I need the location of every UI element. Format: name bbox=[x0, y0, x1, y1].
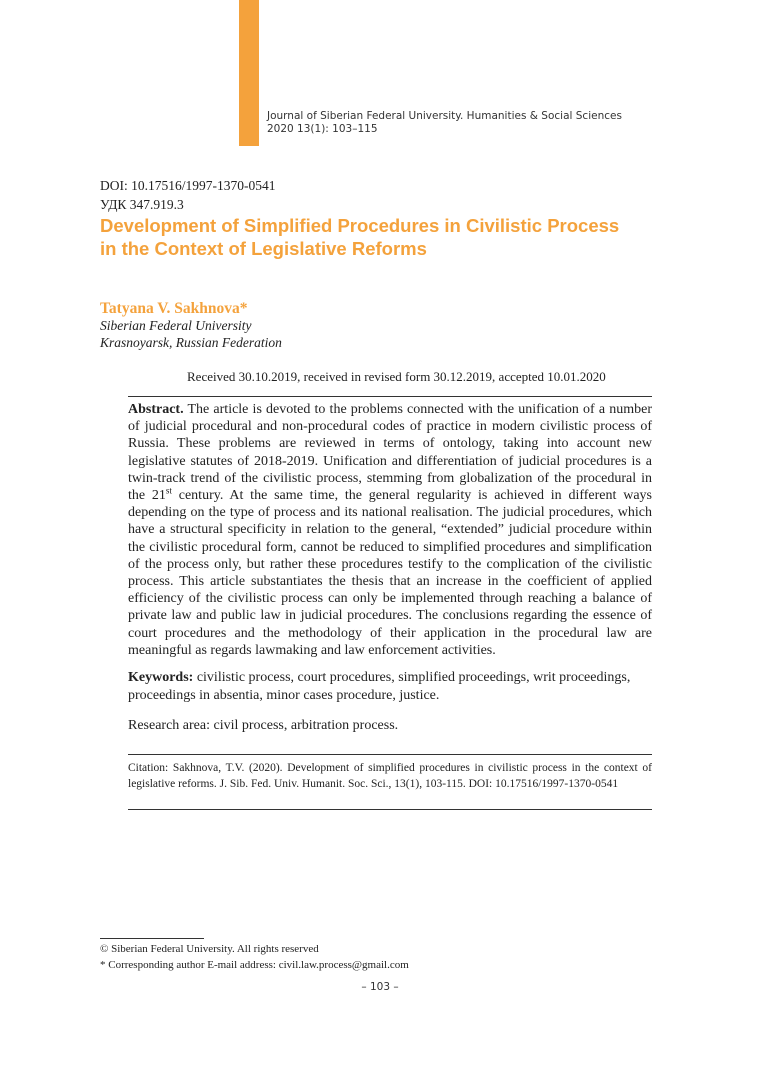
footnote-divider bbox=[100, 938, 204, 939]
abstract-label: Abstract. bbox=[128, 402, 184, 417]
accent-bar bbox=[239, 0, 259, 146]
journal-header bbox=[267, 110, 622, 136]
journal-name: Journal of Siberian Federal University. Humanities & Social Sciences bbox=[267, 110, 622, 122]
received-dates: Received 30.10.2019, received in revised form 30.12.2019, accepted 10.01.2020 bbox=[187, 369, 606, 384]
doi[interactable]: DOI: 10.17516/1997-1370-0541 bbox=[100, 178, 276, 193]
journal-issue: 2020 13(1): 103–115 bbox=[267, 123, 378, 135]
research-area: Research area: civil process, arbitration process. bbox=[128, 718, 399, 733]
citation: Citation: Sakhnova, T.V. (2020). Development of simplified procedures in civilistic process in the context of legislative reforms. J. Sib. Fed. Univ. Humanit. Soc. Sci., 13(1), 103-115. DOI: 10.17516/1997-1370-0541 bbox=[128, 762, 652, 790]
divider bbox=[128, 396, 652, 397]
page-number: – 103 – bbox=[361, 981, 399, 993]
keywords-text: civilistic process, court procedures, simplified proceedings, writ proceedings, proceedings in absentia, minor cases procedure, justice. bbox=[128, 670, 631, 703]
divider bbox=[128, 754, 652, 755]
article-title bbox=[100, 214, 660, 260]
author-location: Krasnoyarsk, Russian Federation bbox=[100, 335, 282, 350]
keywords-label: Keywords: bbox=[128, 670, 194, 685]
title-line: in the Context of Legislative Reforms bbox=[100, 238, 427, 259]
abstract-superscript: st bbox=[165, 485, 172, 496]
copyright-footnote: © Siberian Federal University. All rights reserved bbox=[100, 943, 319, 955]
udc-code: УДК 347.919.3 bbox=[100, 197, 184, 212]
divider bbox=[128, 809, 652, 810]
abstract bbox=[128, 401, 652, 659]
corresponding-author-footnote: * Corresponding author E-mail address: civil.law.process@gmail.com bbox=[100, 959, 409, 971]
title-line: Development of Simplified Procedures in Civilistic Process bbox=[100, 215, 620, 236]
abstract-text: The article is devoted to the problems connected with the unification of a number of judicial procedural and non-procedural codes of practice in modern civilistic process of Russia. These problems are reviewed in terms of ontology, taking into account new legislative statutes of 2018-2019. Unification and differentiation of judicial procedures is a twin-track trend of the civilistic process, stemming from globalization of the procedural in the 21 bbox=[128, 402, 652, 504]
keywords bbox=[128, 669, 652, 705]
abstract-text: century. At the same time, the general regularity is achieved in different ways depending on the type of process and its national realisation. The judicial procedures, which have a structural specificity in relation to the general, “extended” judicial procedure within the civilistic procedural form, cannot be reduced to simplified procedures and simplification of the process only, but rather these procedures testify to the complication of the civilistic process. This article substantiates the thesis that an increase in the coefficient of applied efficiency of the civilistic process can only be implemented through reaching a balance of private law and public law in judicial procedures. The conclusions regarding the essence of court procedures and the methodology of their application in the procedural law are meaningful as regards lawmaking and law enforcement activities. bbox=[128, 488, 652, 658]
author-affiliation: Siberian Federal University bbox=[100, 318, 252, 333]
author-name: Tatyana V. Sakhnova* bbox=[100, 300, 248, 317]
